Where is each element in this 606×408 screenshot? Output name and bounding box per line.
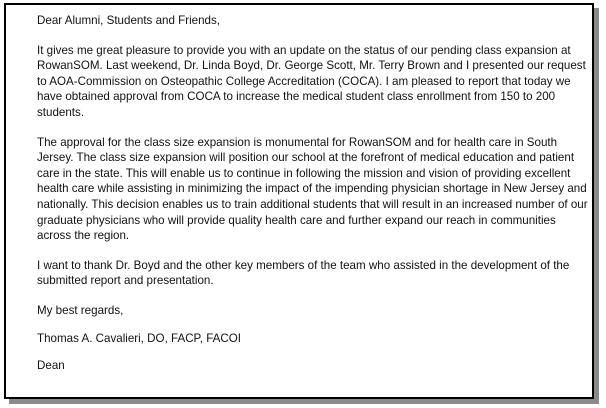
paragraph-approval: The approval for the class size expansion is monumental for RowanSOM and for health care in South Jersey. The class size expansion will position our school at the forefront of medical education and patient care in the state. This will enable us to continue in following the mission and vision of providing excellent health care while assisting in minimizing the impact of the impending physician shortage in New Jersey and nationally. This decision enables us to train additional students that will result in an increased number of our graduate physicians who will provide quality health care and further expand our reach in communities across the region. bbox=[37, 135, 588, 243]
paragraph-update: It gives me great pleasure to provide you with an update on the status of our pending class expansion at RowanSOM. Last weekend, Dr. Linda Boyd, Dr. George Scott, Mr. Terry Brown and I presented our request to AOA-Commission on Osteopathic College Accreditation (COCA). I am pleased to report that today we have obtained approval from COCA to increase the medical student class enrollment from 150 to 200 students. bbox=[37, 43, 586, 119]
letter-frame bbox=[4, 3, 594, 399]
closing: My best regards, bbox=[37, 303, 124, 317]
salutation: Dear Alumni, Students and Friends, bbox=[37, 14, 221, 27]
paragraph-thanks: I want to thank Dr. Boyd and the other key members of the team who assisted in the development of the submitted report and presentation. bbox=[37, 258, 570, 288]
signature-name: Thomas A. Cavalieri, DO, FACP, FACOI bbox=[37, 331, 242, 345]
letter-body bbox=[37, 13, 593, 386]
signature-title: Dean bbox=[37, 359, 65, 373]
